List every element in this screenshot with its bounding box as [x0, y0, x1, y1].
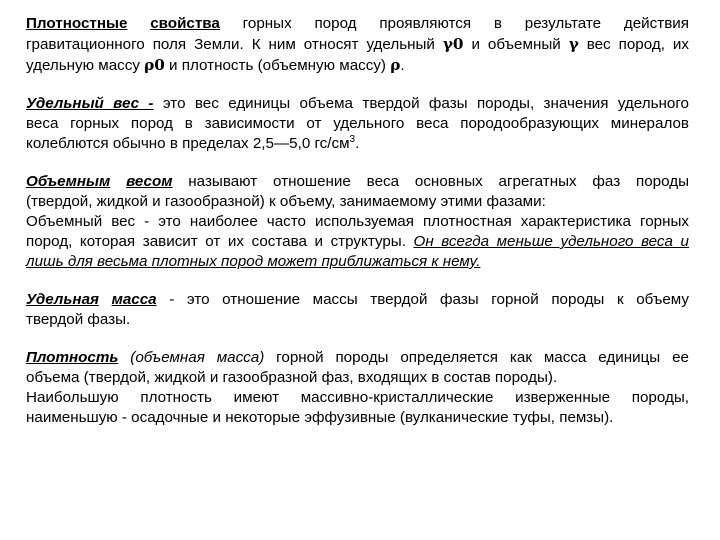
text: пород, которая зависит от их состава и структуры. [26, 233, 414, 250]
paragraph-volume-weight [26, 172, 689, 272]
symbol-gamma: γ [568, 35, 579, 53]
paragraph-density-properties [26, 14, 689, 76]
term-density: Плотность [26, 349, 119, 366]
text: и объемный [463, 36, 569, 53]
text: - это отношение массы твердой фазы горной породы к объему [156, 291, 689, 308]
text: колеблются обычно в пределах 2,5—5,0 гс/см [26, 135, 350, 152]
emphasis-text: Он всегда меньше удельного веса и [413, 233, 689, 250]
text: Наибольшую плотность имеют массивно-кристаллические изверженные породы, [26, 389, 689, 406]
text: (твердой, жидкой и газообразной) к объему, занимаемому этими фазами: [26, 193, 546, 210]
term-density-properties: Плотностные [26, 15, 128, 32]
symbol-gamma0: γ0 [442, 35, 464, 53]
text: удельную массу [26, 57, 145, 74]
paragraph-specific-mass [26, 290, 689, 330]
text: веса горных пород в зависимости от удельного веса породообразующих минералов [26, 115, 689, 132]
term-specific-weight: Удельный вес - [26, 95, 154, 112]
paragraph-specific-weight [26, 94, 689, 154]
superscript: 3 [349, 133, 356, 145]
term-volume-weight-2: весом [126, 173, 173, 190]
text: объема (твердой, жидкой и газообразной фаз, входящих в состав породы). [26, 369, 558, 386]
text: и плотность (объемную массу) [164, 57, 391, 74]
text: это вес единицы объема твердой фазы породы, значения удельного [153, 95, 689, 112]
term-volume-weight: Объемным [26, 173, 111, 190]
text: твердой фазы. [26, 311, 131, 328]
slide-content [26, 14, 689, 446]
term-specific-mass: Удельная [26, 291, 99, 308]
emphasis-text: лишь для весьма плотных пород может приближаться к нему. [26, 253, 481, 270]
text: вес пород, их [578, 36, 689, 53]
symbol-rho0: ρ0 [144, 56, 165, 74]
term-density-properties-2: свойства [150, 15, 220, 32]
text: наименьшую - осадочные и некоторые эффузивные (вулканические туфы, пемзы). [26, 409, 614, 426]
text: горной породы определяется как масса единицы ее [264, 349, 689, 366]
text: . [400, 57, 405, 74]
text: горных пород проявляются в результате действия [219, 15, 689, 32]
term-density-note: (объемная масса) [130, 349, 265, 366]
term-specific-mass-2: масса [111, 291, 157, 308]
paragraph-density [26, 348, 689, 428]
symbol-rho: ρ [390, 56, 401, 74]
text: гравитационного поля Земли. К ним относят удельный [26, 36, 443, 53]
text: называют отношение веса основных агрегатных фаз породы [172, 173, 689, 190]
text: . [355, 135, 360, 152]
text: Объемный вес - это наиболее часто используемая плотностная характеристика горных [26, 213, 689, 230]
